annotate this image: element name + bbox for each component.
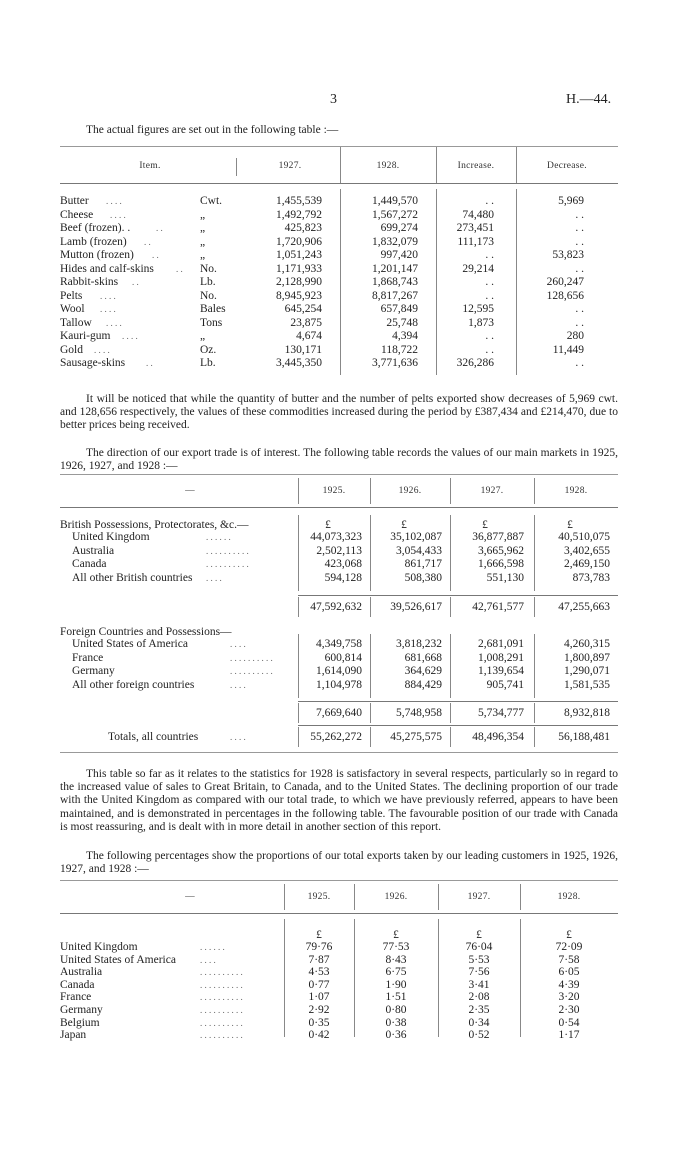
table3-header-1927: 1927. <box>467 892 491 902</box>
market-value: 1,666,598 <box>478 558 524 570</box>
table-row <box>0 1004 700 1016</box>
percentage-value: 6·05 <box>558 966 580 979</box>
table-row <box>0 303 700 315</box>
table2-header-1925: 1925. <box>322 486 346 496</box>
table-row <box>0 991 700 1003</box>
percentage-value: 2·08 <box>468 991 490 1004</box>
commodity-name: Beef (frozen). . <box>60 222 131 234</box>
percentage-value: 79·76 <box>305 941 333 953</box>
unit: Lb. <box>200 276 216 288</box>
table-row <box>0 572 700 584</box>
increase: . . <box>485 330 494 342</box>
value-1928: 3,771,636 <box>372 357 418 369</box>
foreign-countries-heading: Foreign Countries and Possessions— <box>60 626 232 638</box>
value-1928: 1,201,147 <box>372 262 418 275</box>
market-value: 40,510,075 <box>558 531 610 543</box>
value-1927: 425,823 <box>284 222 322 234</box>
table2-header-1927: 1927. <box>480 486 504 496</box>
country-name: All other British countries <box>72 571 193 584</box>
table1-header-increase: Increase. <box>457 161 495 171</box>
currency-symbol: £ <box>482 519 488 531</box>
table-row <box>0 652 700 664</box>
country-name: Australia <box>72 544 115 557</box>
table-row <box>0 1017 700 1029</box>
value-1928: 4,394 <box>392 330 418 342</box>
leader-dots: . . . . <box>200 954 216 965</box>
table1-header-1927: 1927. <box>278 161 302 171</box>
market-value: 4,260,315 <box>564 638 610 650</box>
leader-dots: . . . . . . . . . . <box>200 979 243 990</box>
grand-total: 55,262,272 <box>310 731 362 743</box>
percentage-value: 76·04 <box>465 941 493 953</box>
leader-dots: . . . . <box>230 679 246 690</box>
percentage-value: 0·52 <box>468 1029 490 1042</box>
value-1928: 1,449,570 <box>372 195 418 207</box>
leader-dots: . . <box>144 236 151 247</box>
market-value: 2,469,150 <box>564 558 610 570</box>
paragraph-percentages-intro: The following percentages show the proportions of our total exports taken by our leading customers in 1925, 1926, 1927, and 1928 :— <box>60 850 618 876</box>
country-name: France <box>72 651 104 664</box>
leader-dots: . . <box>176 263 183 274</box>
leader-dots: . . . . <box>206 572 222 583</box>
value-1928: 1,868,743 <box>372 276 418 288</box>
increase: . . <box>485 195 494 207</box>
commodity-name: Mutton (frozen) <box>60 249 134 261</box>
market-value: 35,102,087 <box>390 531 442 543</box>
value-1927: 1,720,906 <box>276 235 322 248</box>
table-row <box>0 317 700 329</box>
table-row <box>0 263 700 275</box>
leader-dots: . . . . . . . . . . <box>200 1017 243 1028</box>
table2-header-1926: 1926. <box>398 486 422 496</box>
unit: „ <box>200 235 206 248</box>
table2-header-dash: — <box>185 486 195 496</box>
increase: . . <box>485 276 494 288</box>
percentage-value: 4·39 <box>558 978 580 991</box>
value-1928: 699,274 <box>380 222 418 234</box>
percentage-value: 0·80 <box>385 1004 407 1016</box>
country-name: Germany <box>72 665 115 677</box>
unit: „ <box>200 222 206 234</box>
country-name: Belgium <box>60 1016 100 1029</box>
percentage-value: 1·51 <box>385 991 407 1004</box>
leader-dots: . . <box>156 223 163 233</box>
foreign-subtotal: 7,669,640 <box>316 707 362 719</box>
percentage-value: 0·35 <box>308 1016 330 1029</box>
table-row <box>0 357 700 369</box>
percentage-value: 8·43 <box>385 953 407 966</box>
increase: . . <box>485 249 494 261</box>
table-row <box>0 638 700 650</box>
british-possessions-heading: British Possessions, Protectorates, &c.— <box>60 519 249 531</box>
currency-symbol: £ <box>393 929 399 941</box>
value-1927: 1,171,933 <box>276 262 322 275</box>
market-value: 905,741 <box>486 678 524 691</box>
market-value: 861,717 <box>404 558 442 570</box>
percentage-value: 0·38 <box>385 1016 407 1029</box>
market-value: 551,130 <box>486 571 524 584</box>
table-row <box>0 276 700 288</box>
table-row <box>0 665 700 677</box>
leader-dots: . . . . <box>106 196 122 206</box>
table1-header-item: Item. <box>139 161 161 171</box>
unit: „ <box>200 249 206 261</box>
leader-dots: . . <box>152 250 159 260</box>
table3-header-1928: 1928. <box>557 892 581 902</box>
unit: No. <box>200 262 217 275</box>
market-value: 1,290,071 <box>564 665 610 677</box>
percentage-value: 4·53 <box>308 966 330 979</box>
increase: . . <box>485 343 494 356</box>
percentage-value: 2·30 <box>558 1004 580 1016</box>
leader-dots: . . <box>132 277 139 287</box>
increase: 29,214 <box>462 262 494 275</box>
british-subtotal: 42,761,577 <box>472 601 524 613</box>
value-1927: 2,128,990 <box>276 276 322 288</box>
percentage-value: 0·42 <box>308 1029 330 1042</box>
decrease: . . <box>575 235 584 248</box>
unit: „ <box>200 330 206 342</box>
increase: 273,451 <box>456 222 494 234</box>
percentage-value: 7·58 <box>558 953 580 966</box>
leader-dots: . . . . . . . . . . <box>230 666 273 676</box>
decrease: 11,449 <box>552 343 584 356</box>
increase: . . <box>485 289 494 302</box>
percentage-value: 7·87 <box>308 953 330 966</box>
value-1928: 1,832,079 <box>372 235 418 248</box>
increase: 74,480 <box>462 208 494 221</box>
unit: Oz. <box>200 343 217 356</box>
country-name: Canada <box>72 558 107 570</box>
decrease: . . <box>575 262 584 275</box>
table-row <box>0 290 700 302</box>
percentage-value: 2·92 <box>308 1004 330 1016</box>
table-row <box>0 344 700 356</box>
decrease: 53,823 <box>552 249 584 261</box>
value-1928: 997,420 <box>380 249 418 261</box>
unit: Lb. <box>200 357 216 369</box>
country-name: United States of America <box>72 638 188 650</box>
market-value: 1,614,090 <box>316 665 362 677</box>
unit: „ <box>200 208 206 221</box>
leader-dots: . . . . <box>100 304 116 314</box>
decrease: . . <box>575 316 584 329</box>
value-1927: 1,455,539 <box>276 195 322 207</box>
decrease: . . <box>575 222 584 234</box>
currency-symbol: £ <box>567 519 573 531</box>
percentage-value: 1·90 <box>385 978 407 991</box>
percentage-value: 3·41 <box>468 978 490 991</box>
value-1927: 645,254 <box>284 303 322 315</box>
value-1927: 1,492,792 <box>276 208 322 221</box>
increase: 326,286 <box>456 357 494 369</box>
market-value: 681,668 <box>404 651 442 664</box>
leader-dots: . . . . . . . . . . <box>200 992 243 1003</box>
british-subtotal: 39,526,617 <box>390 601 442 613</box>
market-value: 3,054,433 <box>396 544 442 557</box>
market-value: 1,104,978 <box>316 678 362 691</box>
table3-header-1925: 1925. <box>307 892 331 902</box>
country-name: Canada <box>60 978 95 991</box>
foreign-subtotal: 5,734,777 <box>478 707 524 719</box>
grand-total: 48,496,354 <box>472 731 524 743</box>
foreign-subtotal: 5,748,958 <box>396 707 442 719</box>
decrease: . . <box>575 357 584 369</box>
value-1927: 1,051,243 <box>276 249 322 261</box>
market-value: 873,783 <box>572 571 610 584</box>
decrease: 260,247 <box>546 276 584 288</box>
currency-symbol: £ <box>476 929 482 941</box>
leader-dots: . . . . <box>230 639 246 649</box>
increase: 1,873 <box>468 316 494 329</box>
currency-symbol: £ <box>401 519 407 531</box>
paragraph-butter-pelts: It will be noticed that while the quantity of butter and the number of pelts exported show decreases of 5,969 cwt. and 128,656 respectively, the values of these commodities increased during the period by £387,434 and £214,470, due to better prices being received. <box>60 393 618 432</box>
value-1928: 657,849 <box>380 303 418 315</box>
percentage-value: 77·53 <box>382 941 410 953</box>
paragraph-export-direction: The direction of our export trade is of interest. The following table records the values of our main markets in 1925, 1926, 1927, and 1928 :— <box>60 447 618 473</box>
country-name: United Kingdom <box>72 531 150 543</box>
paragraph-1928-satisfactory: This table so far as it relates to the statistics for 1928 is satisfactory in several respects, particularly so in regard to the increased value of sales to Great Britain, to Canada, and to the United States. The declining proportion of our trade with the United Kingdom as compared with our total trade, to which we have previously referred, appears to have been maintained, and is demonstrated in percentages in the following table. The favourable position of our trade with Canada is most reassuring, and is dealt with in more detail in another section of this report. <box>60 768 618 833</box>
increase: 12,595 <box>462 303 494 315</box>
leader-dots: . . . . . . . . . . <box>206 559 249 569</box>
table-row <box>0 195 700 207</box>
currency-symbol: £ <box>316 929 322 941</box>
value-1927: 3,445,350 <box>276 357 322 369</box>
market-value: 1,800,897 <box>564 651 610 664</box>
british-subtotal: 47,255,663 <box>558 601 610 613</box>
unit: Tons <box>200 316 223 329</box>
percentage-value: 7·56 <box>468 966 490 979</box>
table-row <box>0 249 700 261</box>
currency-row <box>0 929 700 941</box>
table-row <box>0 531 700 543</box>
table-row <box>0 979 700 991</box>
market-value: 1,581,535 <box>564 678 610 691</box>
commodity-name: Gold <box>60 343 83 356</box>
market-value: 2,681,091 <box>478 638 524 650</box>
unit: Cwt. <box>200 195 223 207</box>
leader-dots: . . . . <box>110 209 126 220</box>
market-value: 364,629 <box>404 665 442 677</box>
table-row <box>0 966 700 978</box>
percentage-value: 0·36 <box>385 1029 407 1042</box>
value-1928: 118,722 <box>381 343 418 356</box>
table2-header-1928: 1928. <box>564 486 588 496</box>
commodity-name: Sausage-skins <box>60 357 126 369</box>
unit: Bales <box>200 303 226 315</box>
commodity-name: Pelts <box>60 289 83 302</box>
table1-header-decrease: Decrease. <box>547 161 587 171</box>
value-1927: 4,674 <box>296 330 322 342</box>
country-name: France <box>60 991 92 1004</box>
grand-total: 56,188,481 <box>558 731 610 743</box>
country-name: Germany <box>60 1004 103 1016</box>
commodity-name: Hides and calf-skins <box>60 262 154 275</box>
leader-dots: . . . . <box>100 290 116 301</box>
unit: No. <box>200 289 217 302</box>
market-value: 2,502,113 <box>316 544 362 557</box>
country-name: United States of America <box>60 953 176 966</box>
commodity-name: Cheese <box>60 208 94 221</box>
commodity-name: Lamb (frozen) <box>60 235 127 248</box>
commodity-name: Rabbit-skins <box>60 276 119 288</box>
market-value: 1,139,654 <box>478 665 524 677</box>
market-value: 4,349,758 <box>316 638 362 650</box>
leader-dots: . . . . . . . . . . <box>206 545 249 556</box>
leader-dots: . . . . <box>122 331 138 341</box>
value-1928: 25,748 <box>386 316 418 329</box>
subtotal-row <box>0 601 700 613</box>
table-row <box>0 1029 700 1041</box>
commodity-name: Kauri-gum <box>60 330 111 342</box>
leader-dots: . . . . . . . . . . <box>200 967 243 978</box>
table-row <box>0 222 700 234</box>
table3-header-1926: 1926. <box>384 892 408 902</box>
market-value: 423,068 <box>324 558 362 570</box>
market-value: 600,814 <box>324 651 362 664</box>
market-value: 36,877,887 <box>472 531 524 543</box>
market-value: 884,429 <box>404 678 442 691</box>
value-1927: 130,171 <box>284 343 322 356</box>
table-row <box>0 236 700 248</box>
leader-dots: . . . . . . <box>200 942 225 952</box>
table1-header-1928: 1928. <box>376 161 400 171</box>
market-value: 3,818,232 <box>396 638 442 650</box>
table-row <box>0 330 700 342</box>
decrease: 128,656 <box>546 289 584 302</box>
grand-total: 45,275,575 <box>390 731 442 743</box>
market-value: 1,008,291 <box>478 651 524 664</box>
decrease: . . <box>575 303 584 315</box>
market-value: 44,073,323 <box>310 531 362 543</box>
percentage-value: 5·53 <box>468 953 490 966</box>
table3-header-dash: — <box>185 892 195 902</box>
leader-dots: . . <box>146 358 153 368</box>
value-1927: 23,875 <box>290 316 322 329</box>
percentage-value: 6·75 <box>385 966 407 979</box>
table-row <box>0 545 700 557</box>
percentage-value: 1·17 <box>558 1029 580 1042</box>
percentage-value: 3·20 <box>558 991 580 1004</box>
leader-dots: . . . . . . <box>206 532 231 542</box>
value-1927: 8,945,923 <box>276 289 322 302</box>
market-value: 3,665,962 <box>478 544 524 557</box>
currency-symbol: £ <box>325 519 331 531</box>
percentage-value: 2·35 <box>468 1004 490 1016</box>
value-1928: 1,567,272 <box>372 208 418 221</box>
leader-dots: . . . . <box>94 344 110 355</box>
page-code: H.—44. <box>566 92 612 107</box>
country-name: United Kingdom <box>60 941 138 953</box>
percentage-value: 72·09 <box>555 941 583 953</box>
decrease: . . <box>575 208 584 221</box>
market-value: 594,128 <box>324 571 362 584</box>
currency-symbol: £ <box>566 929 572 941</box>
table-row <box>0 941 700 953</box>
leader-dots: . . . . . . . . . . <box>200 1005 243 1015</box>
commodity-name: Butter <box>60 195 89 207</box>
decrease: 280 <box>566 330 584 342</box>
currency-row <box>0 519 700 531</box>
market-value: 3,402,655 <box>564 544 610 557</box>
table1-intro: The actual figures are set out in the following table :— <box>86 124 339 136</box>
table-row <box>0 679 700 691</box>
decrease: 5,969 <box>558 195 584 207</box>
foreign-subtotal: 8,932,818 <box>564 707 610 719</box>
country-name: All other foreign countries <box>72 678 195 691</box>
table-row <box>0 209 700 221</box>
leader-dots: . . . . . . . . . . <box>200 1030 243 1041</box>
totals-row <box>0 731 700 743</box>
country-name: Australia <box>60 966 103 979</box>
leader-dots: . . . . <box>106 317 122 328</box>
market-value: 508,380 <box>404 571 442 584</box>
commodity-name: Tallow <box>60 316 92 329</box>
page-number: 3 <box>330 92 337 107</box>
table-row <box>0 954 700 966</box>
percentage-value: 1·07 <box>308 991 330 1004</box>
percentage-value: 0·54 <box>558 1016 580 1029</box>
british-subtotal: 47,592,632 <box>310 601 362 613</box>
country-name: Japan <box>60 1029 87 1042</box>
subtotal-row <box>0 707 700 719</box>
percentage-value: 0·77 <box>308 978 330 991</box>
percentage-value: 0·34 <box>468 1016 490 1029</box>
leader-dots: . . . . <box>230 732 246 742</box>
leader-dots: . . . . . . . . . . <box>230 652 273 663</box>
totals-label: Totals, all countries <box>108 731 199 743</box>
value-1928: 8,817,267 <box>372 289 418 302</box>
table-row <box>0 558 700 570</box>
increase: 111,173 <box>457 235 494 248</box>
commodity-name: Wool <box>60 303 85 315</box>
